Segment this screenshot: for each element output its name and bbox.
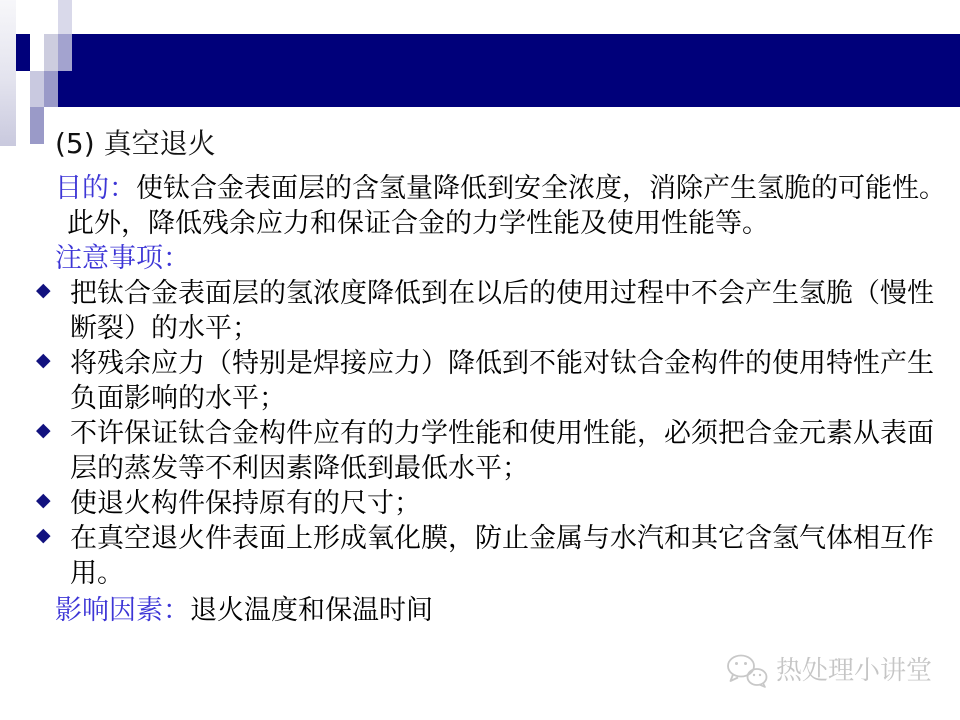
deco-square-medium bbox=[44, 71, 58, 107]
diamond-bullet-icon: ◆ bbox=[36, 279, 51, 301]
diamond-bullet-icon: ◆ bbox=[36, 489, 51, 511]
bullet-item bbox=[0, 521, 960, 591]
header-navy-bar-step bbox=[58, 71, 72, 107]
deco-square-light bbox=[30, 71, 44, 107]
bullet-list bbox=[0, 276, 960, 591]
left-gradient-strip bbox=[0, 0, 16, 146]
factors-text: 退火温度和保温时间 bbox=[190, 595, 433, 626]
wechat-icon bbox=[725, 653, 769, 689]
bullet-item bbox=[0, 486, 960, 521]
deco-square-pale-top bbox=[58, 0, 72, 34]
bullet-text: 把钛合金表面层的氢浓度降低到在以后的使用过程中不会产生氢脆（慢性断裂）的水平； bbox=[70, 278, 934, 344]
diamond-bullet-icon: ◆ bbox=[36, 349, 51, 371]
watermark-text: 热处理小讲堂 bbox=[775, 656, 932, 686]
watermark bbox=[725, 653, 932, 689]
slide-title: (5) 真空退火 bbox=[55, 127, 216, 160]
purpose-paragraph bbox=[0, 171, 952, 241]
bullet-text: 不许保证钛合金构件应有的力学性能和使用性能，必须把合金元素从表面层的蒸发等不利因素降低到最低水平； bbox=[70, 418, 934, 484]
diamond-bullet-icon: ◆ bbox=[36, 419, 51, 441]
deco-square-pale bbox=[44, 34, 58, 71]
bullet-item bbox=[0, 416, 960, 486]
purpose-label: 目的： bbox=[55, 173, 136, 204]
bullet-item bbox=[0, 276, 960, 346]
factors-label: 影响因素： bbox=[55, 595, 190, 626]
bullet-text: 使退火构件保持原有的尺寸； bbox=[70, 488, 421, 519]
deco-square-medium-lower bbox=[30, 107, 44, 144]
header-navy-bar bbox=[72, 34, 960, 107]
factors-line bbox=[55, 593, 433, 628]
bullet-text: 在真空退火件表面上形成氧化膜，防止金属与水汽和其它含氢气体相互作用。 bbox=[70, 523, 934, 589]
purpose-text: 使钛合金表面层的含氢量降低到安全浓度，消除产生氢脆的可能性。此外，降低残余应力和保证合金的力学性能及使用性能等。 bbox=[67, 173, 946, 239]
deco-square-navy bbox=[16, 34, 30, 71]
bullet-text: 将残余应力（特别是焊接应力）降低到不能对钛合金构件的使用特性产生负面影响的水平； bbox=[70, 348, 934, 414]
diamond-bullet-icon: ◆ bbox=[36, 524, 51, 546]
bullet-item bbox=[0, 346, 960, 416]
notes-heading: 注意事项： bbox=[55, 243, 190, 274]
deco-square-medium-light bbox=[58, 34, 72, 71]
